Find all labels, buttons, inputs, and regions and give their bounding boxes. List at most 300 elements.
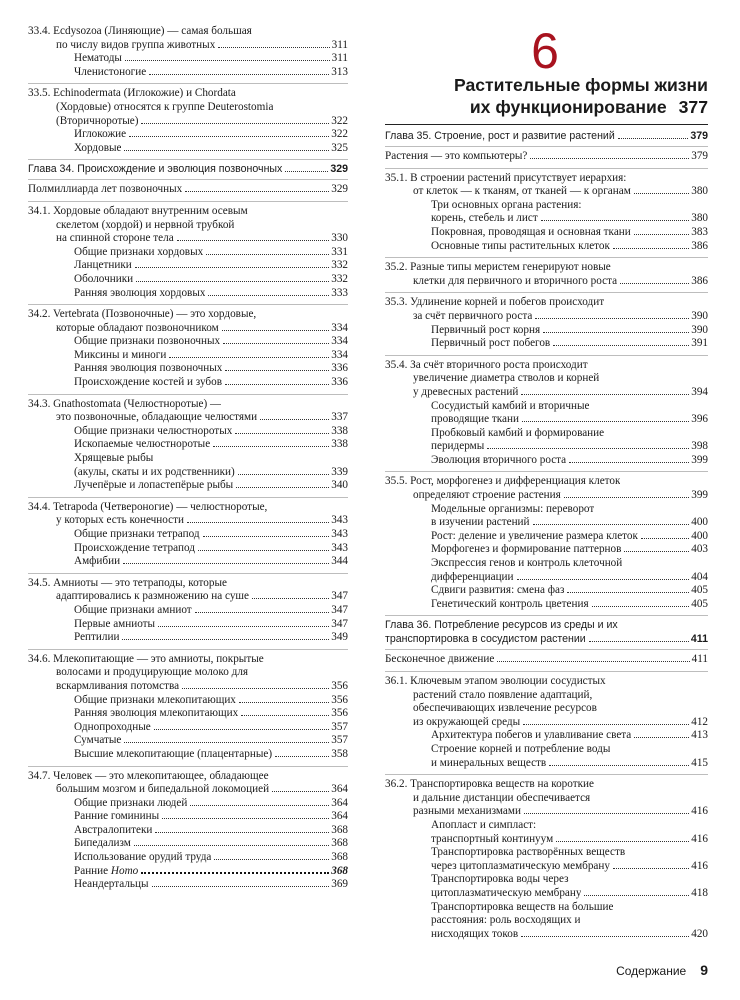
dot-leader [634, 737, 689, 738]
toc-page-number: 399 [691, 453, 708, 466]
toc-page-number: 418 [691, 886, 708, 899]
toc-line [28, 783, 348, 797]
toc-entry-text: Ранняя эволюция хордовых [74, 286, 206, 299]
toc-line [385, 172, 708, 186]
toc-line [385, 530, 708, 544]
toc-line [28, 438, 348, 452]
toc-entry-text: Однопроходные [74, 720, 151, 733]
dot-leader [285, 171, 328, 172]
toc-entry-text: 34.7. Человек — это млекопитающее, обладающее [28, 769, 269, 782]
toc-entry-text: Эволюция вторичного роста [431, 453, 567, 466]
dot-leader [567, 592, 689, 593]
toc-line [385, 413, 708, 427]
toc-line [385, 324, 708, 338]
dot-leader [541, 220, 689, 221]
toc-line [28, 865, 348, 879]
toc-line [28, 748, 348, 762]
toc-page-number: 379 [690, 130, 708, 142]
toc-entry-text: Общие признаки хордовых [74, 245, 204, 258]
toc-page-number: 331 [331, 245, 348, 258]
toc-line [28, 398, 348, 412]
toc-entry-text: вскармливания потомства [56, 679, 180, 692]
toc-entry-text: Ланцетники [74, 259, 132, 272]
toc-entry-text: через цитоплазматическую мембрану [431, 859, 610, 872]
toc-entry-text: корень, стебель и лист [431, 212, 538, 225]
toc-entry-text: это позвоночные, обладающие челюстями [56, 411, 258, 424]
toc-line [28, 721, 348, 735]
toc-entry-text: по числу видов группа животных [56, 38, 216, 51]
toc-line [385, 914, 708, 928]
toc-entry-text: Общие признаки позвоночных [74, 335, 221, 348]
toc-line [28, 376, 348, 390]
dot-leader [564, 497, 689, 498]
toc-line [28, 52, 348, 66]
toc-line [385, 226, 708, 240]
toc-page-number: 343 [331, 514, 348, 527]
toc-line [385, 212, 708, 226]
toc-line [385, 427, 708, 441]
dot-leader [238, 474, 329, 475]
toc-line [385, 805, 708, 819]
dot-leader [497, 661, 689, 662]
toc-entry-text: нисходящих токов [431, 927, 519, 940]
toc-page-number: 311 [331, 52, 348, 65]
toc-entry-text: Первые амниоты [74, 617, 156, 630]
toc-entry-text: Хрящевые рыбы [74, 452, 154, 465]
dot-leader [634, 234, 689, 235]
toc-entry-text: Транспортировка растворённых веществ [431, 846, 626, 859]
toc-section-group [28, 84, 348, 160]
toc-entry-text: Общие признаки челюстноротых [74, 424, 233, 437]
toc-entry-text: 33.4. Ecdysozoa (Линяющие) — самая большая [28, 25, 252, 37]
dot-leader [241, 715, 329, 716]
toc-entry-text: увеличение диаметра стволов и корней [413, 372, 600, 385]
toc-line [28, 219, 348, 233]
dot-leader [152, 886, 330, 887]
part-heading [385, 22, 708, 125]
toc-page-number: 400 [691, 529, 708, 542]
toc-page-number: 394 [691, 385, 708, 398]
toc-line [385, 296, 708, 310]
toc-page-number: 337 [331, 411, 348, 424]
toc-entry-text: Общие признаки амниот [74, 603, 192, 616]
toc-page-number: 415 [691, 756, 708, 769]
toc-entry-text: Первичный рост корня [431, 323, 541, 336]
toc-line [385, 571, 708, 585]
toc-line [385, 729, 708, 743]
toc-page-number: 416 [691, 805, 708, 818]
toc-page-number: 398 [691, 440, 708, 453]
toc-page-number: 358 [331, 747, 348, 760]
dot-leader [141, 123, 329, 124]
dot-leader [592, 606, 690, 607]
dot-leader [252, 598, 329, 599]
toc-entry-text: перидермы [431, 440, 485, 453]
toc-line [385, 150, 708, 164]
toc-section-group [385, 672, 708, 775]
toc-line [385, 359, 708, 373]
dot-leader [206, 254, 329, 255]
toc-page-number: 329 [330, 163, 348, 176]
toc-entry-text: Сдвиги развития: смена фаз [431, 584, 565, 597]
toc-page-number: 405 [691, 597, 708, 610]
toc-page-number: 380 [691, 212, 708, 225]
toc-entry-text: 36.2. Транспортировка веществ на короткие [385, 778, 594, 791]
toc-entry-text: 34.6. Млекопитающие — это амниоты, покрытые [28, 652, 264, 665]
toc-line [385, 372, 708, 386]
dot-leader [533, 524, 690, 525]
toc-line [28, 452, 348, 466]
toc-right-column [385, 22, 708, 945]
toc-line [28, 287, 348, 301]
toc-line [28, 479, 348, 493]
toc-entry-text: которые обладают позвоночником [56, 321, 219, 334]
toc-entry-text: Хордовые [74, 141, 122, 154]
toc-entry-text: Генетический контроль цветения [431, 597, 589, 610]
toc-entry-text: разными механизмами [413, 805, 521, 818]
toc-entry-text: и дальние дистанции обеспечивается [413, 791, 591, 804]
toc-entry-text: транспортировка в сосудистом растении [385, 633, 586, 646]
toc-page-number: 364 [331, 796, 348, 809]
toc-entry-text: транспортный континуум [431, 832, 554, 845]
footer-label: Содержание [616, 964, 687, 978]
toc-line [385, 261, 708, 275]
toc-line [28, 618, 348, 632]
toc-entry-text: в изучении растений [431, 516, 530, 529]
toc-entry-text: Строение корней и потребление воды [431, 742, 611, 755]
toc-page-number: 416 [691, 859, 708, 872]
toc-entry-text: клетки для первичного и вторичного роста [413, 274, 618, 287]
toc-line [28, 604, 348, 618]
toc-line [385, 873, 708, 887]
toc-line [385, 275, 708, 289]
toc-line [385, 618, 708, 632]
toc-line [28, 39, 348, 53]
toc-line [28, 810, 348, 824]
dot-leader [155, 832, 329, 833]
dot-leader [584, 895, 689, 896]
toc-line [28, 824, 348, 838]
toc-entry-text: Ранняя эволюция млекопитающих [74, 707, 239, 720]
toc-page-number: 311 [331, 38, 348, 51]
toc-line [385, 632, 708, 646]
toc-line [385, 489, 708, 503]
toc-chapter-heading [385, 616, 708, 650]
toc-line [28, 851, 348, 865]
toc-line [28, 542, 348, 556]
toc-line [385, 675, 708, 689]
toc-section-group [385, 293, 708, 355]
toc-page-number: 343 [331, 528, 348, 540]
toc-entry-text: Транспортировка воды через [431, 873, 569, 886]
toc-line [28, 308, 348, 322]
toc-page-number: 386 [691, 239, 708, 252]
dot-leader [129, 136, 329, 137]
dot-leader [275, 756, 329, 757]
toc-line [28, 349, 348, 363]
toc-line [385, 503, 708, 517]
toc-entry-text: 34.1. Хордовые обладают внутренним осевым [28, 204, 248, 217]
dot-leader [624, 551, 689, 552]
toc-line [28, 694, 348, 708]
toc-page-number: 403 [691, 543, 708, 556]
toc-section-group [385, 472, 708, 616]
toc-line [385, 543, 708, 557]
toc-entry-text: Архитектура побегов и улавливание света [431, 729, 632, 742]
toc-page-number: 357 [331, 734, 348, 747]
toc-page-number: 379 [691, 150, 708, 162]
toc-entry-text: и минеральных веществ [431, 756, 547, 769]
toc-section-group [385, 258, 708, 293]
toc-line [385, 928, 708, 942]
footer-page-number: 9 [700, 962, 708, 978]
toc-line [385, 584, 708, 598]
dot-leader [589, 641, 689, 642]
toc-entry-text: Общие признаки тетрапод [74, 528, 200, 540]
toc-page-number: 330 [331, 232, 348, 245]
toc-entry-text: 34.3. Gnathostomata (Челюстноротые) — [28, 397, 222, 410]
toc-entry-text: Ископаемые челюстноротые [74, 438, 211, 451]
toc-entry-text: Оболочники [74, 272, 134, 285]
dot-leader [236, 487, 329, 488]
toc-line [385, 778, 708, 792]
toc-page-number: 338 [331, 438, 348, 451]
toc-line [28, 680, 348, 694]
dot-leader [141, 872, 329, 874]
toc-line [28, 425, 348, 439]
toc-entry-text: растений стало появление адаптаций, [413, 688, 593, 701]
toc-entry-text: 34.5. Амниоты — это тетраподы, которые [28, 576, 227, 589]
toc-entry-text: Бипедализм [74, 837, 131, 850]
toc-entry-text: Пробковый камбий и формирование [431, 426, 605, 439]
toc-section-group [385, 650, 708, 672]
dot-leader [641, 538, 689, 539]
dot-leader [634, 193, 689, 194]
toc-entry-text: Бесконечное движение [385, 653, 495, 666]
toc-entry-text: 35.2. Разные типы меристем генерируют новые [385, 261, 611, 274]
toc-line [385, 743, 708, 757]
dot-leader [225, 384, 329, 385]
toc-entry-text: Растения — это компьютеры? [385, 150, 528, 162]
dot-leader [198, 550, 329, 551]
toc-line [385, 860, 708, 874]
toc-entry-text: Первичный рост побегов [431, 337, 551, 350]
toc-entry-text: (Хордовые) относятся к группе Deuterostomia [56, 100, 274, 113]
toc-entry-text: Покровная, проводящая и основная ткани [431, 225, 631, 238]
dot-leader [521, 394, 689, 395]
dot-leader [195, 612, 330, 613]
toc-chapter-heading [28, 160, 348, 180]
dot-leader [169, 357, 329, 358]
toc-page-number: 380 [691, 185, 708, 198]
toc-page-number: 383 [691, 225, 708, 238]
part-title-line-2 [385, 96, 708, 118]
toc-entry-text: за счёт первичного роста [413, 309, 533, 322]
toc-line [385, 901, 708, 915]
toc-entry-text: (Вторичноротые) [56, 114, 139, 127]
toc-line [385, 716, 708, 730]
toc-entry-text: проводящие ткани [431, 413, 519, 426]
dot-leader [218, 47, 329, 48]
toc-page-number: 313 [331, 65, 348, 78]
toc-line [385, 702, 708, 716]
toc-page-number: 336 [331, 362, 348, 375]
toc-page-number: 420 [691, 927, 708, 940]
toc-entry-text: (акулы, скаты и их родственники) [74, 465, 235, 478]
toc-line [385, 757, 708, 771]
toc-entry-text: Транспортировка веществ на большие [431, 900, 614, 913]
toc-page-number: 364 [331, 783, 348, 796]
dot-leader [549, 765, 689, 766]
toc-line [28, 101, 348, 115]
dot-leader [125, 60, 330, 61]
toc-entry-text: Апопласт и симпласт: [431, 818, 537, 831]
toc-section-group [28, 180, 348, 202]
toc-page-number: 390 [691, 309, 708, 322]
dot-leader [124, 150, 329, 151]
dot-leader [177, 240, 330, 241]
toc-entry-text: Общие признаки млекопитающих [74, 693, 236, 706]
toc-entry-text: Основные типы растительных клеток [431, 239, 610, 252]
toc-entry-text: 36.1. Ключевым этапом эволюции сосудистых [385, 675, 606, 687]
dot-leader [613, 248, 689, 249]
toc-entry-text: 33.5. Echinodermata (Иглокожие) и Chordata [28, 87, 236, 100]
toc-entry-text: большим мозгом и бипедальной локомоцией [56, 783, 270, 796]
toc-page-number: 400 [691, 516, 708, 529]
toc-line [28, 878, 348, 892]
part-title-line-1: Растительные формы жизни [453, 75, 708, 95]
toc-line [28, 66, 348, 80]
toc-right-entries [385, 127, 708, 945]
toc-page-number: 386 [691, 274, 708, 287]
dot-leader [162, 818, 329, 819]
toc-page-number: 336 [331, 376, 348, 389]
page-footer [616, 962, 708, 978]
dot-leader [260, 419, 329, 420]
toc-entry-text: Неандертальцы [74, 878, 149, 891]
dot-leader [222, 330, 330, 331]
toc-line [28, 770, 348, 784]
dot-leader [524, 813, 689, 814]
toc-line [385, 337, 708, 351]
toc-entry-text: 35.3. Удлинение корней и побегов происходит [385, 296, 605, 309]
dot-leader [149, 74, 329, 75]
dot-leader [123, 563, 329, 564]
dot-leader [185, 191, 329, 192]
toc-line [28, 87, 348, 101]
dot-leader [214, 859, 329, 860]
toc-line [385, 454, 708, 468]
toc-page-number: 396 [691, 413, 708, 426]
toc-line [385, 833, 708, 847]
dot-leader [136, 281, 329, 282]
toc-line [385, 887, 708, 901]
toc-line [28, 837, 348, 851]
toc-entry-text: на спинной стороне тела [56, 232, 174, 245]
toc-line [28, 362, 348, 376]
toc-page-number: 399 [691, 489, 708, 502]
toc-line [28, 466, 348, 480]
toc-line [28, 273, 348, 287]
toc-entry-text: у которых есть конечности [56, 514, 184, 527]
dot-leader [618, 138, 689, 139]
toc-page-number: 368 [331, 864, 348, 877]
toc-entry-text: Происхождение тетрапод [74, 541, 195, 554]
toc-page-number: 404 [691, 570, 708, 583]
dot-leader [487, 448, 689, 449]
toc-page-number: 368 [331, 823, 348, 836]
toc-page-number: 405 [691, 584, 708, 597]
toc-line [28, 797, 348, 811]
toc-entry-text: Австралопитеки [74, 823, 153, 836]
toc-entry-text: Глава 35. Строение, рост и развитие растений [385, 130, 615, 142]
toc-line [385, 846, 708, 860]
toc-line [385, 400, 708, 414]
toc-entry-text: Нематоды [74, 52, 122, 65]
toc-page-number: 322 [331, 128, 348, 141]
part-page-number: 377 [678, 97, 708, 117]
toc-line [28, 246, 348, 260]
toc-page-number: 332 [331, 272, 348, 285]
dot-leader [613, 868, 689, 869]
toc-line [385, 653, 708, 667]
toc-entry-text: 34.4. Tetrapoda (Четвероногие) — челюстноротые, [28, 500, 268, 513]
toc-line [28, 259, 348, 273]
dot-leader [535, 318, 689, 319]
toc-page-number: 356 [331, 693, 348, 706]
dot-leader [135, 267, 329, 268]
toc-page-number: 334 [331, 321, 348, 334]
toc-entry-text: волосами и продуцирующие молоко для [56, 666, 249, 679]
toc-entry-text: Ранние Homo [74, 864, 139, 877]
toc-line [28, 528, 348, 542]
toc-page-number: 368 [331, 851, 348, 864]
toc-line [28, 205, 348, 219]
toc-line [385, 792, 708, 806]
toc-page-number: 368 [331, 837, 348, 850]
toc-line [28, 162, 348, 176]
toc-entry-text: 35.5. Рост, морфогенез и дифференциация клеток [385, 475, 621, 488]
toc-section-group [385, 356, 708, 473]
dot-leader [620, 283, 689, 284]
toc-entry-text: Рост: деление и увеличение размера клеток [431, 529, 638, 542]
toc-page-number: 390 [691, 323, 708, 336]
toc-line [385, 819, 708, 833]
toc-page-number: 411 [691, 653, 708, 666]
toc-line [28, 666, 348, 680]
toc-entry-text: адаптировались к размножению на суше [56, 590, 250, 603]
toc-line [28, 322, 348, 336]
toc-entry-text: Полмиллиарда лет позвоночных [28, 183, 183, 196]
toc-line [28, 514, 348, 528]
toc-page-number: 356 [331, 679, 348, 692]
toc-page-number: 322 [331, 114, 348, 127]
toc-entry-text: Три основных органа растения: [431, 198, 582, 211]
toc-line [28, 707, 348, 721]
toc-section-group [385, 775, 708, 945]
toc-entry-text: 35.1. В строении растений присутствует иерархия: [385, 171, 627, 184]
toc-page-number: 334 [331, 348, 348, 361]
toc-page-number: 356 [331, 707, 348, 720]
toc-line [385, 440, 708, 454]
toc-line [385, 557, 708, 571]
toc-section-group [28, 395, 348, 498]
toc-entry-text: Ранние гоминины [74, 810, 160, 823]
toc-page-number: 344 [331, 555, 348, 568]
toc-page-number: 333 [331, 286, 348, 299]
toc-line [28, 142, 348, 156]
toc-entry-text: Сумчатые [74, 734, 122, 747]
